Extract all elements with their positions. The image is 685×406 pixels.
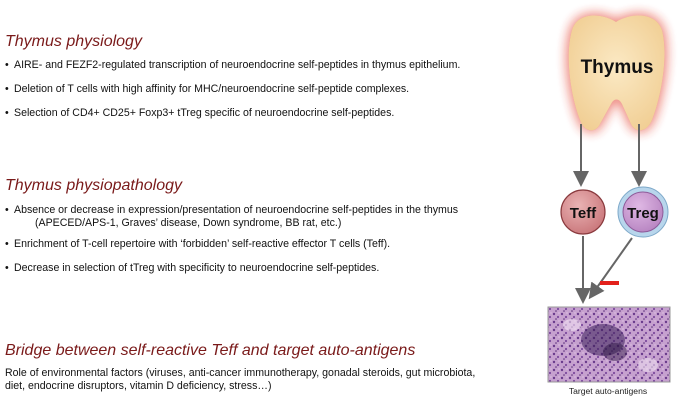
- list-item: [5, 262, 458, 275]
- physiopathology-bullet-list: [5, 204, 458, 286]
- bullet-marker: •: [5, 238, 9, 250]
- list-item: [5, 238, 458, 251]
- section-title-physiopathology: Thymus physiopathology: [5, 177, 182, 194]
- bullet-marker: •: [5, 262, 9, 274]
- section-title-physiology: Thymus physiology: [5, 33, 142, 50]
- inhibition-symbol: [600, 281, 619, 285]
- target-tissue-image: [548, 307, 670, 382]
- list-item: [5, 107, 460, 120]
- list-item: [5, 83, 460, 96]
- bullet-marker: •: [5, 107, 9, 119]
- bullet-marker: •: [5, 59, 9, 71]
- bullet-marker: •: [5, 204, 9, 216]
- list-item: [5, 59, 460, 72]
- bullet-text: Selection of CD4+ CD25+ Foxp3+ tTreg specific of neuroendocrine self-peptides.: [14, 107, 395, 119]
- bullet-marker: •: [5, 83, 9, 95]
- bridge-text-line-1: Role of environmental factors (viruses, anti-cancer immunotherapy, gonadal steroids, gut microbiota,: [5, 367, 476, 379]
- thymus-diagram: [540, 0, 685, 406]
- bridge-text-line-2: diet, endocrine disruptors, vitamin D deficiency, stress…): [5, 380, 272, 392]
- bullet-text: Absence or decrease in expression/presentation of neuroendocrine self-peptides in the thymus: [14, 204, 459, 216]
- bullet-text: Deletion of T cells with high affinity for MHC/neuroendocrine self-peptide complexes.: [14, 83, 410, 95]
- bullet-text: AIRE- and FEZF2-regulated transcription of neuroendocrine self-peptides in thymus epithelium.: [14, 59, 461, 71]
- list-item: [5, 204, 458, 230]
- treg-label: Treg: [627, 205, 659, 222]
- thymus-label: Thymus: [580, 57, 654, 78]
- arrow-treg-to-teff-path: [591, 238, 632, 296]
- bullet-text-continuation: (APECED/APS-1, Graves’ disease, Down syndrome, BB rat, etc.): [35, 217, 342, 229]
- section-title-bridge: Bridge between self-reactive Teff and target auto-antigens: [5, 342, 416, 359]
- physiology-bullet-list: [5, 59, 460, 131]
- target-caption: Target auto-antigens: [568, 386, 648, 396]
- bullet-text: Enrichment of T-cell repertoire with ‘forbidden’ self-reactive effector T cells (Teff).: [14, 238, 391, 250]
- teff-label: Teff: [569, 205, 597, 222]
- bridge-text: [5, 367, 540, 393]
- bullet-text: Decrease in selection of tTreg with specificity to neuroendocrine self-peptides.: [14, 262, 380, 274]
